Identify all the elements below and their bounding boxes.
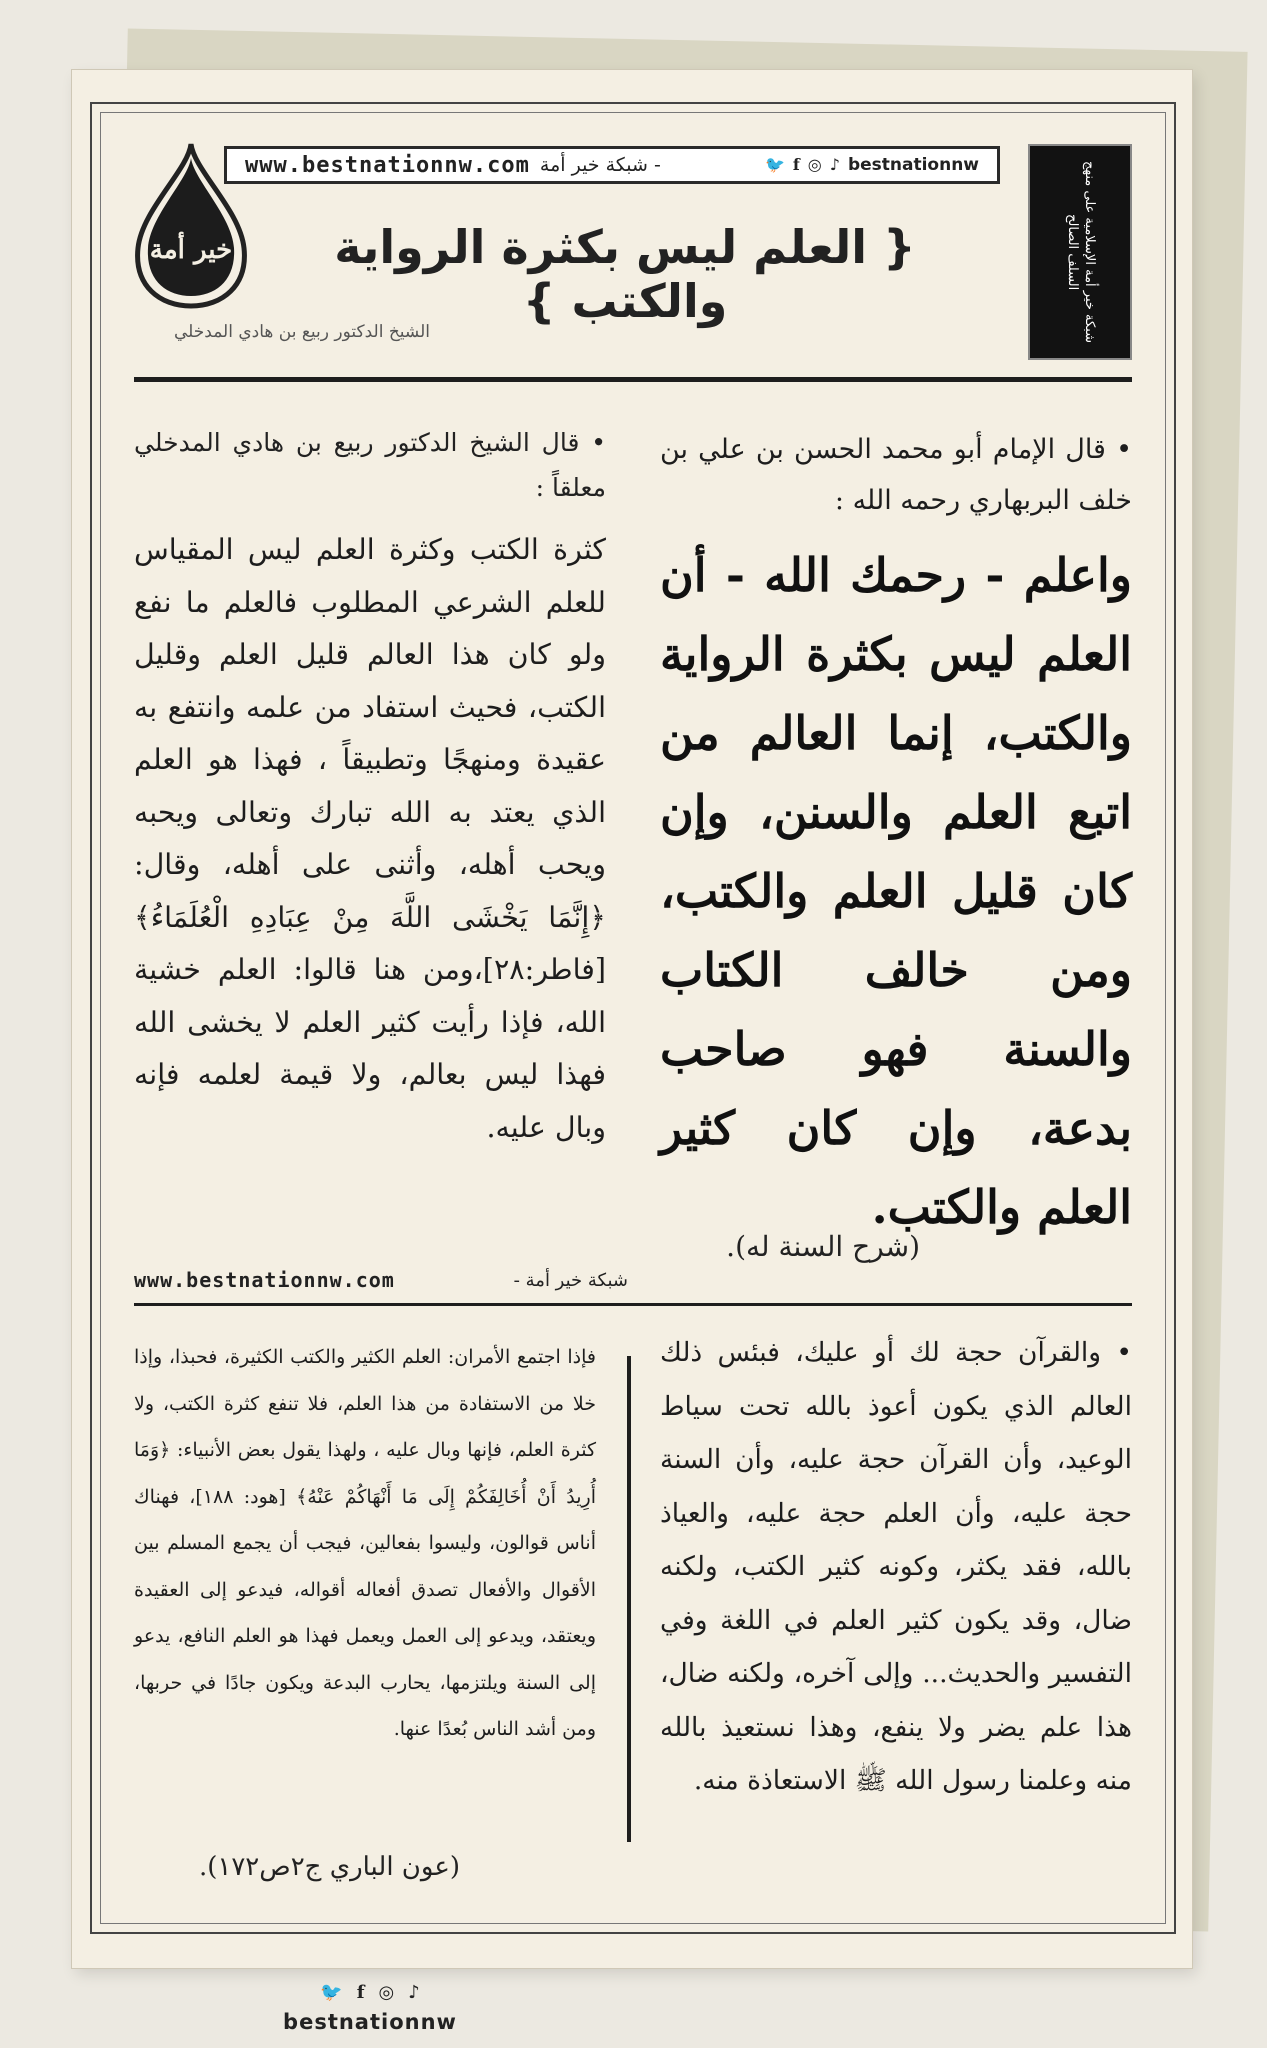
top-left-site-name: شبكة خير أمة - — [513, 1269, 628, 1291]
top-left-body: كثرة الكتب وكثرة العلم ليس المقياس للعلم الشرعي المطلوب فالعلم ما نفع ولو كان هذا العالم قليل العلم وقليل الكتب، فحيث استفاد من علمه وانتفع به عقيدة ومنهجًا وتطبيقاً ، فهذا هو العلم الذي يعتد به الله تبارك وتعالى ويحبه ويحب أهله، وأثنى على أهله، وقال: ﴿إِنَّمَا يَخْشَى اللَّهَ مِنْ عِبَادِهِ الْعُلَمَاءُ﴾[فاطر:٢٨]،ومن هنا قالوا: العلم خشية الله، فإذا رأيت كثير العلم لا يخشى الله فهذا ليس بعالم، ولا قيمة لعلمه فإنه وبال عليه. — [134, 533, 606, 1144]
header-handle[interactable]: bestnationnw — [847, 155, 979, 175]
twitter-icon[interactable]: 🐦 — [320, 1982, 343, 2003]
page-title: { العلم ليس بكثرة الرواية والكتب } — [334, 220, 916, 328]
twitter-icon[interactable]: 🐦 — [764, 155, 785, 174]
bottom-right-body-text: • والقرآن حجة لك أو عليك، فبئس ذلك العالم الذي يكون أعوذ بالله تحت سياط الوعيد، وأن القرآن حجة عليه، وأن السنة حجة عليه، وأن العلم حجة عليه، والعياذ بالله، فقد يكثر، وكونه كثير الكتب، ولكنه ضال، وقد يكون كثير العلم في اللغة وفي التفسير والحديث... وإلى آخره، ولكنه ضال، هذا علم يضر ولا ينفع، وهذا نستعيذ بالله منه وعلمنا رسول الله ﷺ الاستعاذة منه. — [660, 1337, 1132, 1796]
top-left-site-url[interactable]: www.bestnationnw.com — [134, 1268, 395, 1292]
top-left-intro — [134, 420, 606, 510]
middle-divider — [134, 1303, 1132, 1306]
logo-text: خير أمة — [149, 235, 233, 265]
header-site-url[interactable]: www.bestnationnw.com — [245, 152, 530, 178]
top-right-quote: واعلم - رحمك الله - أن العلم ليس بكثرة الرواية والكتب، إنما العالم من اتبع العلم والسنن، وإن كان قليل العلم والكتب، ومن خالف الكتاب والسنة فهو صاحب بدعة، وإن كان كثير العلم والكتب. — [660, 548, 1132, 1234]
top-left-intro-text: • قال الشيخ الدكتور ربيع بن هادي المدخلي معلقاً : — [134, 428, 606, 502]
tiktok-icon[interactable]: ♪ — [829, 155, 840, 174]
header-divider — [134, 377, 1132, 382]
author-caption: الشيخ الدكتور ربيع بن هادي المدخلي — [173, 322, 430, 342]
bottom-left-body: فإذا اجتمع الأمران: العلم الكثير والكتب الكثيرة، فحبذا، وإذا خلا من الاستفادة من هذا العلم، فلا تنفع كثرة الكتب، ولا كثرة العلم، فإنها وبال عليه ، ولهذا يقول بعض الأنبياء: ﴿وَمَا أُرِيدُ أَنْ أُخَالِفَكُمْ إِلَى مَا أَنْهَاكُمْ عَنْهُ﴾ [هود: ١٨٨]، فهناك أناس قوالون، وليسوا بفعالين، فيجب أن يجمع المسلم بين الأقوال والأفعال تصدق أفعاله أقواله، فيدعو إلى العقيدة ويعتقد، ويدعو إلى العمل ويعمل فهذا هو العلم النافع، يدعو إلى السنة ويلتزمها، يحارب البدعة ويكون جادًا في حربها، ومن أشد الناس بُعدًا عنها. — [134, 1346, 596, 1740]
footer-handle[interactable]: bestnationnw — [283, 2010, 457, 2034]
instagram-icon[interactable]: ◎ — [378, 1982, 395, 2003]
header-site-group — [245, 153, 661, 178]
bottom-left-source: (عون الباري ج٢ص١٧٢). — [198, 1852, 460, 1882]
top-right-intro — [660, 424, 1132, 526]
facebook-icon[interactable]: f — [356, 1982, 365, 2003]
header-site-name: - شبكة خير أمة — [539, 154, 661, 176]
instagram-icon[interactable]: ◎ — [807, 155, 822, 174]
header-social-group — [765, 155, 979, 175]
facebook-icon[interactable]: f — [792, 155, 800, 174]
seal-text: شبكة خير أمة الإسلامية على منهج السلف الصالح — [1065, 161, 1097, 343]
column-divider — [627, 1356, 631, 1842]
top-right-intro-text: • قال الإمام أبو محمد الحسن بن علي بن خلف البربهاري رحمه الله : — [660, 434, 1132, 516]
logo-drop-icon — [128, 140, 254, 310]
seal-emblem — [1028, 144, 1132, 360]
header-url-bar — [224, 146, 1000, 184]
top-right-source: (شرح السنة له). — [726, 1230, 920, 1263]
bottom-right-body — [660, 1326, 1132, 1808]
footer-social-icons — [300, 1982, 440, 2006]
top-left-url-line — [134, 1266, 628, 1294]
tiktok-icon[interactable]: ♪ — [408, 1982, 420, 2003]
